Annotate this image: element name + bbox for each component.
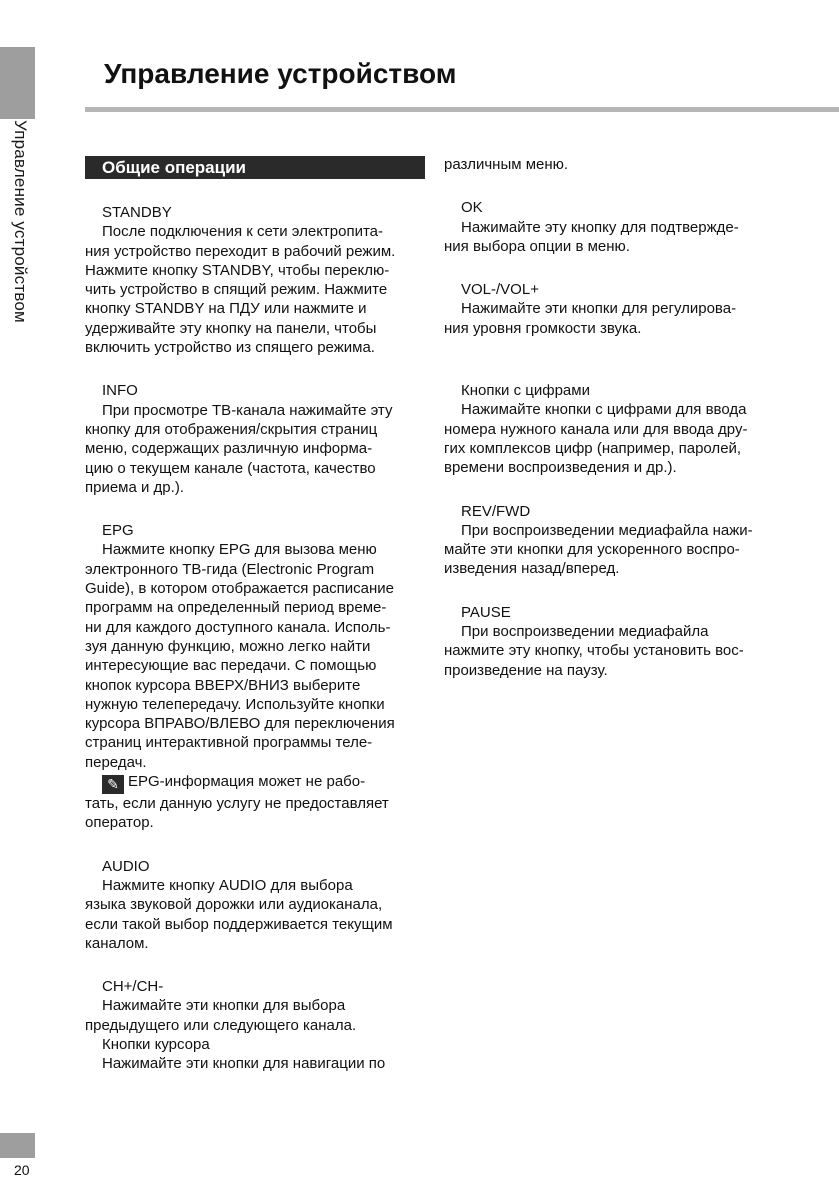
text-line: предыдущего или следующего канала. [85, 1016, 357, 1034]
text-line: зуя данную функцию, можно легко найти [85, 637, 371, 655]
text-line: Нажимайте эти кнопки для навигации по [102, 1055, 386, 1073]
pause-description [444, 622, 789, 680]
note-text: EPG-информация может не рабо- [128, 773, 366, 791]
text-line: чить устройство в спящий режим. Нажмите [85, 281, 388, 299]
standby-description [85, 222, 425, 357]
section-heading: Общие операции [85, 156, 425, 179]
text-line: кнопку для отображения/скрытия страниц [85, 420, 378, 438]
text-line: Нажимайте эту кнопку для подтвержде- [461, 218, 739, 236]
epg-note [85, 772, 425, 794]
text-line: нажмите эту кнопку, чтобы установить вос- [444, 642, 744, 660]
epg-description [85, 540, 425, 832]
info-description [85, 401, 425, 497]
revfwd-description [444, 521, 789, 579]
pencil-note-icon: ✎ [102, 775, 124, 794]
text-line: ни для каждого доступного канала. Исполь- [85, 618, 391, 636]
text-line: языка звуковой дорожки или аудиоканала, [85, 896, 383, 914]
vol-description [444, 299, 789, 338]
text-line: гих комплексов цифр (например, паролей, [444, 439, 742, 457]
ch-description [85, 996, 425, 1035]
text-line: Нажмите кнопку EPG для вызова меню [102, 541, 377, 559]
text-line: включить устройство из спящего режима. [85, 339, 375, 357]
text-line: удерживайте эту кнопку на панели, чтобы [85, 319, 377, 337]
text-line: каналом. [85, 934, 149, 952]
page-number-marker [0, 1133, 35, 1158]
text-line: ния выбора опции в меню. [444, 237, 630, 255]
text-line: программ на определенный период време- [85, 599, 387, 617]
term-vol: VOL-/VOL+ [461, 281, 539, 299]
term-digits: Кнопки с цифрами [461, 382, 590, 400]
text-line: Guide), в котором отображается расписание [85, 580, 395, 598]
text-line: страниц интерактивной программы теле- [85, 734, 373, 752]
text-line: электронного ТВ-гида (Electronic Program [85, 560, 375, 578]
text-line: ния уровня громкости звука. [444, 319, 642, 337]
page-title: Управление устройством [104, 58, 457, 89]
term-epg: EPG [102, 522, 134, 540]
term-info: INFO [102, 382, 138, 400]
text-line: тать, если данную услугу не предоставляет [85, 795, 389, 813]
term-standby: STANDBY [102, 204, 172, 221]
text-line: Нажимайте кнопки с цифрами для ввода [461, 401, 747, 419]
audio-description [85, 876, 425, 953]
text-line: интересующие вас передачи. С помощью [85, 657, 377, 675]
text-line: Нажмите кнопку STANDBY, чтобы переклю- [85, 261, 390, 279]
page-number: 20 [14, 1162, 30, 1178]
term-revfwd: REV/FWD [461, 502, 531, 520]
side-tab-label: Управление устройством [11, 120, 30, 323]
text-line: Нажимайте эти кнопки для выбора [102, 997, 346, 1015]
term-audio: AUDIO [102, 857, 150, 875]
text-line: изведения назад/вперед. [444, 560, 620, 578]
text-line: меню, содержащих различную информа- [85, 440, 373, 458]
text-line: При воспроизведении медиафайла [461, 623, 709, 641]
digits-description [444, 400, 789, 477]
text-line: После подключения к сети электропита- [102, 223, 384, 241]
left-column [85, 155, 425, 1074]
text-line: приема и др.). [85, 478, 184, 496]
title-rule [85, 107, 839, 112]
text-line: При воспроизведении медиафайла нажи- [461, 521, 753, 539]
side-tab-marker [0, 47, 35, 119]
text-line: времени воспроизведения и др.). [444, 459, 677, 477]
text-line: При просмотре ТВ-канала нажимайте эту [102, 401, 393, 419]
term-ch: CH+/CH- [102, 978, 164, 996]
term-cursor: Кнопки курсора [102, 1035, 210, 1053]
text-line: кнопок курсора ВВЕРХ/ВНИЗ выберите [85, 676, 361, 694]
text-line: передач. [85, 753, 147, 771]
text-line: различным меню. [444, 156, 569, 173]
text-line: нужную телепередачу. Используйте кнопки [85, 695, 385, 713]
text-line: произведение на паузу. [444, 661, 608, 679]
text-line: ния устройство переходит в рабочий режим. [85, 242, 396, 260]
text-line: курсора ВПРАВО/ВЛЕВО для переключения [85, 715, 395, 733]
text-line: цию о текущем канале (частота, качество [85, 459, 376, 477]
term-ok: OK [461, 199, 483, 217]
text-line: номера нужного канала или для ввода дру- [444, 420, 748, 438]
term-pause: PAUSE [461, 603, 511, 621]
text-line: Нажимайте эти кнопки для регулирова- [461, 300, 737, 318]
text-line: Нажмите кнопку AUDIO для выбора [102, 876, 353, 894]
right-column [444, 155, 789, 680]
ok-description [444, 218, 789, 257]
text-line: кнопку STANDBY на ПДУ или нажмите и [85, 300, 367, 318]
cursor-description [85, 1054, 425, 1073]
text-line: оператор. [85, 814, 154, 832]
text-line: если такой выбор поддерживается текущим [85, 915, 393, 933]
text-line: майте эти кнопки для ускоренного воспро- [444, 541, 740, 559]
